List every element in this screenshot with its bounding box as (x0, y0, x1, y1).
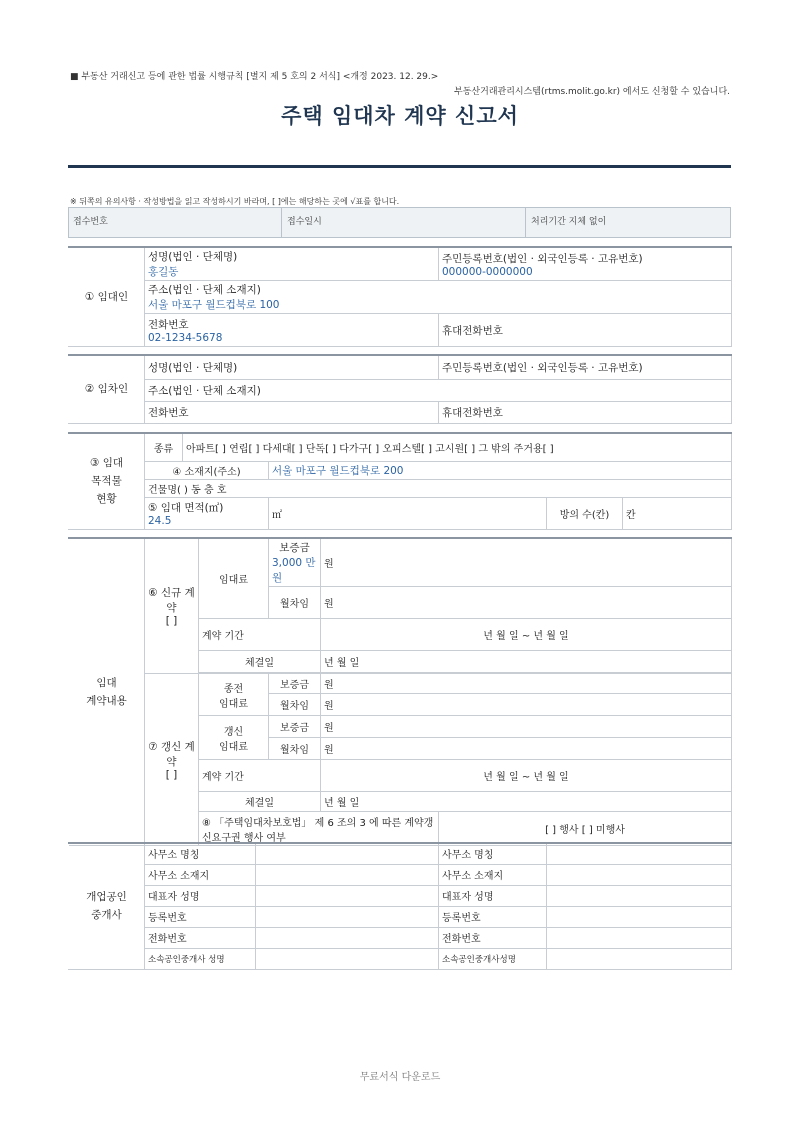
broker-label-line-2: 중개사 (91, 909, 122, 922)
agent-name-label-left: 소속공인중개사 성명 (145, 948, 256, 969)
agent-name-field-right[interactable] (547, 948, 732, 969)
renew-monthly-label: 월차임 (269, 738, 321, 760)
property-type-label: 종류 (145, 433, 183, 461)
renew-rent-label (199, 716, 269, 760)
prev-deposit-won[interactable]: 원 (321, 674, 732, 694)
title-divider (68, 165, 731, 168)
renewal-right-options[interactable]: [ ] 행사 [ ] 미행사 (439, 812, 732, 846)
renew-deposit-label: 보증금 (269, 716, 321, 738)
landlord-name-cell[interactable] (145, 247, 439, 281)
new-period-label: 계약 기간 (199, 619, 321, 651)
agent-name-label-right: 소속공인중개사성명 (439, 948, 547, 969)
prev-rent-line-2: 임대료 (219, 698, 248, 710)
renew-deposit-won[interactable]: 원 (321, 716, 732, 738)
landlord-address-label: 주소(법인 · 단체 소재지) (148, 284, 261, 296)
landlord-section (68, 246, 732, 347)
reg-no-label-left: 등록번호 (145, 906, 256, 927)
new-monthly-won[interactable]: 원 (321, 587, 732, 619)
property-label-line-1: ③ 임대 (89, 457, 124, 470)
new-monthly-label: 월차임 (269, 587, 321, 619)
broker-phone-label-left: 전화번호 (145, 927, 256, 948)
new-rent-label: 임대료 (199, 538, 269, 619)
tenant-mobile-cell[interactable] (439, 401, 732, 423)
renewal-right-label: ⑧ 「주택임대차보호법」 제 6 조의 3 에 따른 계약갱신요구권 행사 여부 (199, 812, 439, 846)
new-deposit-won[interactable]: 원 (321, 538, 732, 587)
tenant-mobile-label: 휴대전화번호 (442, 406, 503, 419)
broker-phone-field-left[interactable] (256, 927, 439, 948)
reg-no-field-right[interactable] (547, 906, 732, 927)
contract-label-line-1: 임대 (96, 677, 117, 689)
new-signed-label: 체결일 (199, 651, 321, 673)
office-name-label-left: 사무소 명칭 (145, 843, 256, 864)
landlord-phone-value[interactable]: 02-1234-5678 (148, 331, 223, 344)
tenant-section (68, 354, 732, 424)
instruction-notice: ※ 뒤쪽의 유의사항 · 작성방법을 읽고 작성하시기 바라며, [ ]에는 해당하는 곳에 √표를 합니다. (70, 197, 400, 206)
divider (525, 208, 526, 237)
receipt-bar (68, 207, 731, 238)
rep-name-label-right: 대표자 성명 (439, 885, 547, 906)
rep-name-field-right[interactable] (547, 885, 732, 906)
tenant-phone-label: 전화번호 (148, 406, 189, 419)
broker-phone-field-right[interactable] (547, 927, 732, 948)
new-contract-label[interactable] (145, 538, 199, 674)
new-signed-value[interactable]: 년 월 일 (321, 651, 732, 673)
renew-period-label: 계약 기간 (199, 760, 321, 792)
rep-name-label-left: 대표자 성명 (145, 885, 256, 906)
new-contract-text: ⑥ 신규 계약 (148, 587, 195, 614)
renew-period-value[interactable]: 년 월 일 ~ 년 월 일 (321, 760, 732, 792)
renew-rent-line-1: 갱신 (223, 726, 244, 738)
landlord-phone-cell[interactable] (145, 314, 439, 347)
area-cell[interactable] (145, 497, 269, 529)
landlord-id-cell[interactable] (439, 247, 732, 281)
contract-section-label (69, 538, 145, 846)
prev-monthly-label: 월차임 (269, 694, 321, 716)
tenant-name-cell[interactable] (145, 355, 439, 379)
office-addr-field-left[interactable] (256, 864, 439, 885)
property-location-cell[interactable] (269, 461, 732, 479)
rooms-unit[interactable]: 칸 (623, 497, 732, 529)
tenant-section-label: ② 임차인 (69, 355, 145, 423)
new-deposit-cell[interactable] (269, 538, 321, 587)
prev-monthly-won[interactable]: 원 (321, 694, 732, 716)
broker-label-line-1: 개업공인 (86, 891, 127, 904)
rep-name-field-left[interactable] (256, 885, 439, 906)
receipt-number-label: 접수번호 (73, 217, 108, 227)
landlord-address-value[interactable]: 서울 마포구 월드컵북로 100 (148, 299, 280, 311)
landlord-mobile-label: 휴대전화번호 (442, 324, 503, 337)
processing-period-label: 처리기간 지체 없이 (531, 217, 607, 227)
renew-contract-text: ⑦ 갱신 계약 (148, 740, 195, 768)
area-label: ⑤ 임대 면적(㎡) (148, 501, 224, 514)
renew-contract-label[interactable] (145, 674, 199, 846)
property-type-options[interactable]: 아파트[ ] 연립[ ] 다세대[ ] 단독[ ] 다가구[ ] 오피스텔[ ] 고시원[ ] 그 밖의 주거용[ ] (183, 433, 732, 461)
prev-rent-line-1: 종전 (223, 683, 244, 695)
property-section-label (69, 433, 145, 529)
page-title: 주택 임대차 계약 신고서 (281, 104, 519, 128)
new-deposit-label: 보증금 (279, 542, 310, 554)
renew-contract-checkbox[interactable]: [ ] (165, 768, 178, 781)
area-value[interactable]: 24.5 (148, 514, 172, 527)
reg-no-label-right: 등록번호 (439, 906, 547, 927)
landlord-id-label: 주민등록번호(법인 · 외국인등록 · 고유번호) (442, 252, 643, 265)
contract-label-line-2: 계약내용 (86, 695, 127, 707)
landlord-name-value[interactable]: 홍길동 (148, 266, 179, 278)
renew-monthly-won[interactable]: 원 (321, 738, 732, 760)
agent-name-field-left[interactable] (256, 948, 439, 969)
building-name-field[interactable]: 건물명( ) 동 층 호 (145, 479, 732, 497)
receipt-date-label: 접수일시 (287, 217, 322, 227)
reg-no-field-left[interactable] (256, 906, 439, 927)
property-label-line-3: 현황 (96, 493, 117, 506)
prev-deposit-label: 보증금 (269, 674, 321, 694)
new-contract-checkbox[interactable]: [ ] (165, 615, 178, 627)
office-addr-label-left: 사무소 소재지 (145, 864, 256, 885)
office-addr-field-right[interactable] (547, 864, 732, 885)
tenant-name-label: 성명(법인 · 단체명) (148, 361, 238, 374)
legal-basis: ■ 부동산 거래신고 등에 관한 법률 시행규칙 [별지 제 5 호의 2 서식] <개정 2023. 12. 29.> (70, 72, 439, 82)
area-unit: ㎡ (269, 497, 547, 529)
divider (281, 208, 282, 237)
office-name-field-right[interactable] (547, 843, 732, 864)
landlord-id-value[interactable]: 000000-0000000 (442, 265, 533, 278)
property-location-value[interactable]: 서울 마포구 월드컵북로 200 (272, 464, 404, 477)
tenant-address-cell[interactable] (145, 379, 732, 401)
new-deposit-value[interactable]: 3,000 만원 (272, 557, 316, 584)
landlord-address-cell[interactable] (145, 281, 732, 314)
contract-section (68, 537, 732, 846)
new-period-value[interactable]: 년 월 일 ~ 년 월 일 (321, 619, 732, 651)
rooms-label: 방의 수(칸) (547, 497, 623, 529)
renew-signed-label: 체결일 (199, 792, 321, 812)
broker-phone-label-right: 전화번호 (439, 927, 547, 948)
tenant-id-cell[interactable] (439, 355, 732, 379)
renew-signed-value[interactable]: 년 월 일 (321, 792, 732, 812)
landlord-name-label: 성명(법인 · 단체명) (148, 251, 238, 263)
property-label-line-2: 목적물 (91, 475, 122, 488)
landlord-phone-label: 전화번호 (148, 318, 189, 331)
tenant-id-label: 주민등록번호(법인 · 외국인등록 · 고유번호) (442, 361, 643, 374)
property-section (68, 432, 732, 530)
broker-section-label (69, 843, 145, 969)
tenant-address-label: 주소(법인 · 단체 소재지) (148, 384, 261, 397)
office-name-label-right: 사무소 명칭 (439, 843, 547, 864)
property-location-label: ④ 소재지(주소) (145, 461, 269, 479)
landlord-section-label: ① 임대인 (69, 247, 145, 347)
office-addr-label-right: 사무소 소재지 (439, 864, 547, 885)
renew-rent-line-2: 임대료 (219, 741, 248, 753)
landlord-mobile-cell[interactable] (439, 314, 732, 347)
office-name-field-left[interactable] (256, 843, 439, 864)
prev-rent-label (199, 674, 269, 716)
footer-text[interactable]: 무료서식 다운로드 (359, 1072, 441, 1083)
broker-section (68, 842, 732, 970)
online-notice: 부동산거래관리시스템(rtms.molit.go.kr) 에서도 신청할 수 있습니다. (454, 87, 730, 97)
tenant-phone-cell[interactable] (145, 401, 439, 423)
